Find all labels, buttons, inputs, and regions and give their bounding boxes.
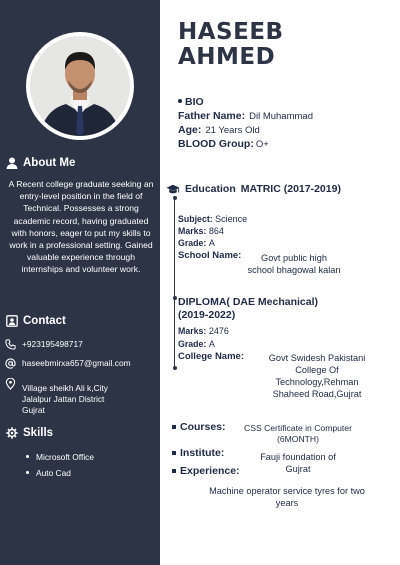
experience-line-1: Machine operator service tyres for two: [209, 486, 365, 496]
bio-age: [178, 124, 260, 136]
college-line-4: Shaheed Road,Gujrat: [272, 389, 362, 399]
grade-value: A: [208, 238, 215, 248]
diploma-title-line-2: (2019-2022): [178, 309, 236, 321]
skills-heading: [6, 427, 53, 439]
education-heading: [166, 183, 341, 195]
contact-heading-label: Contact: [23, 315, 66, 327]
contact-address: [5, 378, 108, 416]
courses-line-2: (6MONTH): [276, 434, 319, 444]
gear-icon: [6, 427, 18, 439]
name-line-1: HASEEB: [178, 19, 284, 45]
address-line-3: Gujrat: [22, 405, 45, 415]
timeline-dot: [173, 296, 177, 300]
education-heading-label: Education: [185, 183, 236, 195]
age-label: Age:: [178, 124, 202, 136]
school-line-2: school bhagowal kalan: [247, 265, 341, 275]
profile-photo: [30, 36, 130, 136]
bullet-icon: [172, 425, 176, 429]
diploma-marks-value: 2476: [208, 326, 229, 336]
matric-title: MATRIC (2017-2019): [240, 183, 341, 195]
father-label: Father Name:: [178, 110, 246, 122]
graduation-cap-icon: [166, 184, 180, 195]
courses-row: [172, 421, 226, 433]
father-value: Dil Muhammad: [249, 111, 313, 122]
diploma-title: [178, 296, 318, 322]
college-line-1: Govt Swidesh Pakistani: [268, 353, 366, 363]
marks-value: 864: [208, 226, 224, 236]
education-timeline: [174, 196, 175, 369]
skill-item: Microsoft Office: [26, 449, 94, 465]
about-heading-label: About Me: [23, 157, 76, 169]
contact-email[interactable]: [5, 358, 131, 369]
blood-value: O+: [255, 139, 269, 150]
at-icon: [5, 358, 16, 369]
timeline-dot: [173, 196, 177, 200]
location-pin-icon: [5, 378, 16, 390]
blood-label: BLOOD Group:: [178, 138, 254, 150]
matric-school-label: [178, 250, 241, 262]
diploma-title-line-1: DIPLOMA( DAE Mechanical): [178, 296, 319, 308]
diploma-marks: [178, 325, 229, 337]
contact-card-icon: [6, 315, 18, 327]
diploma-grade: [178, 338, 215, 350]
contact-heading: [6, 315, 66, 327]
subject-label: Subject:: [178, 214, 213, 224]
diploma-marks-label: Marks:: [178, 326, 207, 336]
matric-subject: [178, 213, 247, 225]
timeline-dot: [173, 366, 177, 370]
courses-label: Courses:: [180, 421, 226, 433]
sidebar: [0, 0, 160, 565]
bio-heading: [178, 96, 204, 108]
courses-line-1: CSS Certificate in Computer: [244, 423, 352, 433]
diploma-college-value: [256, 352, 378, 400]
institute-label: Institute:: [180, 447, 225, 459]
matric-grade: [178, 237, 215, 249]
skill-item: Auto Cad: [26, 465, 94, 481]
about-heading: [6, 157, 75, 169]
user-icon: [6, 157, 18, 169]
college-line-2: College Of: [295, 365, 339, 375]
school-line-1: Govt public high: [261, 253, 327, 263]
address-line-1: Village sheikh Ali k,City: [22, 383, 108, 393]
contact-phone[interactable]: [5, 339, 83, 350]
skills-heading-label: Skills: [23, 427, 54, 439]
skills-list: [26, 449, 94, 481]
institute-value: [238, 451, 358, 475]
bullet-icon: [172, 451, 176, 455]
matric-marks: [178, 225, 224, 237]
courses-value: [228, 423, 368, 445]
college-line-3: Technology,Rehman: [275, 377, 359, 387]
subject-value: Science: [215, 214, 248, 224]
marks-label: Marks:: [178, 226, 207, 236]
bullet-icon: [178, 99, 182, 103]
experience-line-2: years: [275, 498, 299, 508]
grade-label: Grade:: [178, 238, 207, 248]
institute-row: [172, 447, 224, 459]
institute-line-1: Fauji foundation of: [260, 452, 336, 462]
email-text: haseebmirxa657@gmail.com: [22, 358, 131, 368]
full-name: [178, 20, 284, 70]
matric-school-value: [234, 252, 354, 276]
bio-heading-label: BIO: [185, 96, 204, 108]
age-value: 21 Years Old: [205, 125, 260, 136]
institute-line-2: Gujrat: [285, 464, 311, 474]
diploma-grade-label: Grade:: [178, 339, 207, 349]
bio-blood: [178, 138, 269, 150]
phone-text: +923195498717: [22, 339, 83, 349]
bullet-icon: [172, 469, 176, 473]
experience-row: [172, 465, 240, 477]
bio-father: [178, 110, 313, 122]
experience-label: Experience:: [180, 465, 240, 477]
diploma-college-label: [178, 351, 244, 363]
phone-icon: [5, 339, 16, 350]
profile-photo-frame: [26, 32, 134, 140]
diploma-grade-value: A: [208, 339, 215, 349]
experience-value: [184, 485, 390, 509]
college-label: College Name:: [178, 351, 244, 362]
name-line-2: AHMED: [178, 44, 276, 70]
about-text: A Recent college graduate seeking an entry-level position in the field of Technical. Possesses a strong academic record, having graduated with honors, eager to put my skills to work in a professional setting. Gained valuable experience through internships and volunteer work.: [8, 179, 154, 275]
school-label: School Name:: [178, 250, 242, 261]
address-line-2: Jalalpur Jattan District: [22, 394, 105, 404]
